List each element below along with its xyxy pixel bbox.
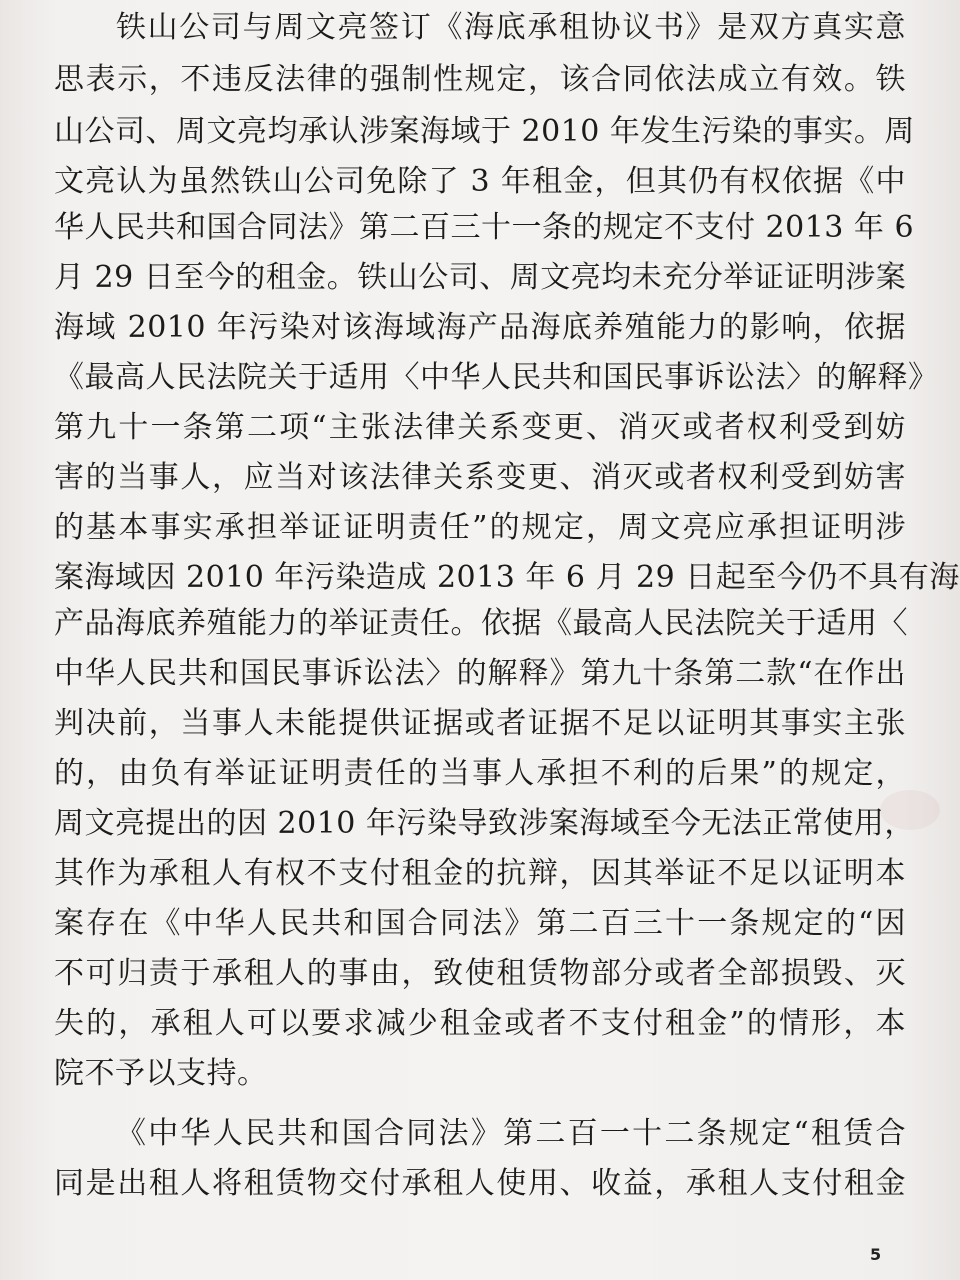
text-line-1: 铁山公司与周文亮签订《海底承租协议书》是双方真实意 <box>116 10 906 45</box>
text-line-21: 失的，承租人可以要求减少租金或者不支付租金”的情形，本 <box>54 1006 906 1041</box>
text-line-13: 产品海底养殖能力的举证责任。依据《最高人民法院关于适用〈 <box>54 606 908 641</box>
text-line-2: 思表示，不违反法律的强制性规定，该合同依法成立有效。铁 <box>54 62 906 97</box>
text-line-14: 中华人民共和国民事诉讼法〉的解释》第九十条第二款“在作出 <box>54 656 906 691</box>
page-number: 5 <box>870 1245 882 1264</box>
text-line-20: 不可归责于承租人的事由，致使租赁物部分或者全部损毁、灭 <box>54 956 906 991</box>
text-line-24: 同是出租人将租赁物交付承租人使用、收益，承租人支付租金 <box>54 1166 906 1201</box>
text-line-9: 第九十一条第二项“主张法律关系变更、消灭或者权利受到妨 <box>54 410 906 445</box>
text-line-19: 案存在《中华人民共和国合同法》第二百三十一条规定的“因 <box>54 906 906 941</box>
text-line-8: 《最高人民法院关于适用〈中华人民共和国民事诉讼法〉的解释》 <box>54 360 939 395</box>
text-line-22: 院不予以支持。 <box>54 1056 268 1091</box>
text-line-3: 山公司、周文亮均承认涉案海域于 2010 年发生污染的事实。周 <box>54 114 915 149</box>
text-line-4: 文亮认为虽然铁山公司免除了 3 年租金，但其仍有权依据《中 <box>54 164 906 199</box>
text-line-11: 的基本事实承担举证证明责任”的规定，周文亮应承担证明涉 <box>54 510 906 545</box>
text-line-23: 《中华人民共和国合同法》第二百一十二条规定“租赁合 <box>116 1116 906 1151</box>
text-line-17: 周文亮提出的因 2010 年污染导致涉案海域至今无法正常使用， <box>54 806 915 841</box>
text-line-15: 判决前，当事人未能提供证据或者证据不足以证明其事实主张 <box>54 706 906 741</box>
text-line-10: 害的当事人，应当对该法律关系变更、消灭或者权利受到妨害 <box>54 460 906 495</box>
text-line-7: 海域 2010 年污染对该海域海产品海底养殖能力的影响，依据 <box>54 310 906 345</box>
text-line-12: 案海域因 2010 年污染造成 2013 年 6 月 29 日起至今仍不具有海 <box>54 560 960 595</box>
text-line-16: 的，由负有举证证明责任的当事人承担不利的后果”的规定， <box>54 756 906 791</box>
text-line-6: 月 29 日至今的租金。铁山公司、周文亮均未充分举证证明涉案 <box>54 260 907 295</box>
text-line-18: 其作为承租人有权不支付租金的抗辩，因其举证不足以证明本 <box>54 856 906 891</box>
text-line-5: 华人民共和国合同法》第二百三十一条的规定不支付 2013 年 6 <box>54 210 915 245</box>
